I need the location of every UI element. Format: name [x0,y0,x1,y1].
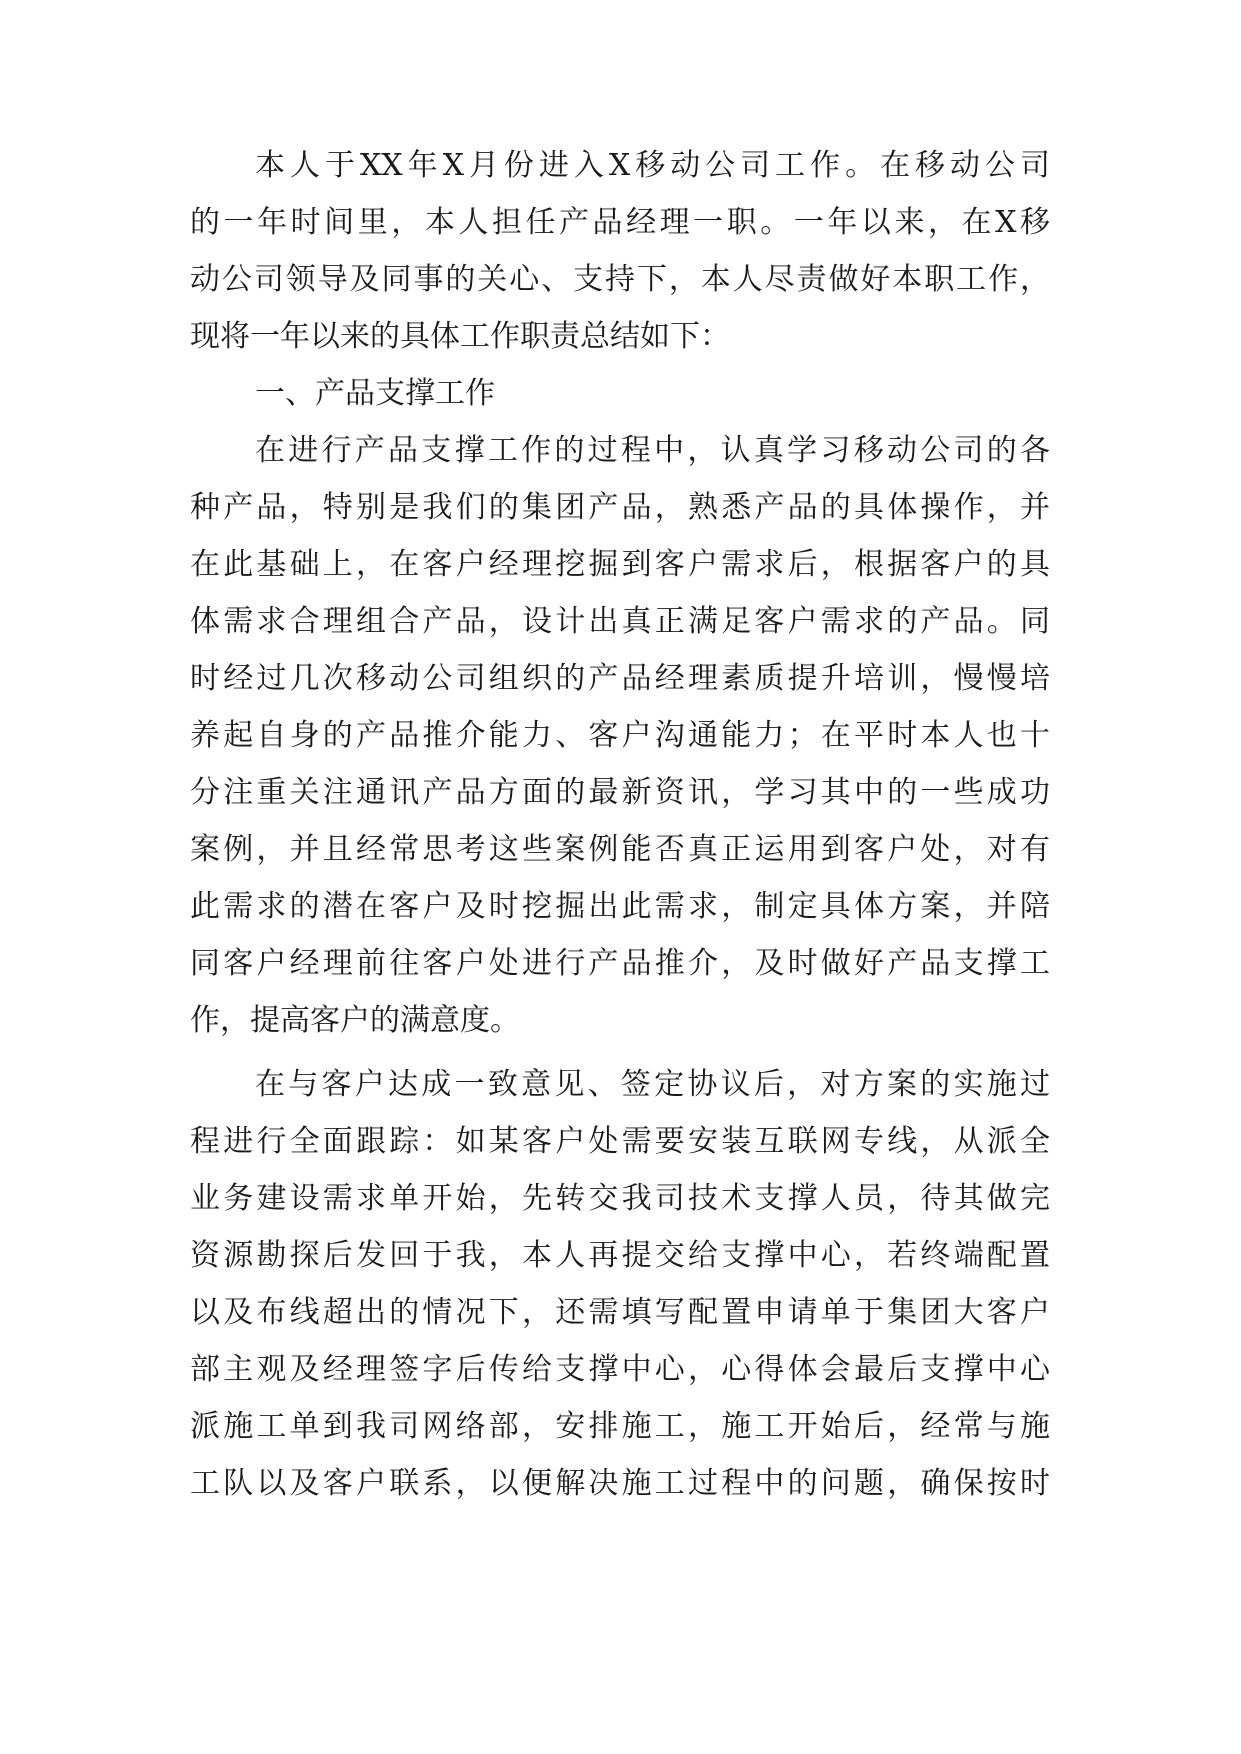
paragraph-1-line-4: 现将一年以来的具体工作职责总结如下： [190,319,730,354]
paragraph-2-line-6: 养起自身的产品推介能力、客户沟通能力；在平时本人也十 [190,718,1050,753]
paragraph-3-line-1: 在与客户达成一致意见、签定协议后，对方案的实施过 [255,1067,1050,1102]
paragraph-2-line-2: 种产品，特别是我们的集团产品，熟悉产品的具体操作，并 [190,490,1050,525]
paragraph-2-line-10: 同客户经理前往客户处进行产品推介，及时做好产品支撑工 [190,946,1050,981]
paragraph-2-line-11: 作，提高客户的满意度。 [190,1003,520,1038]
paragraph-3-line-2: 程进行全面跟踪：如某客户处需要安装互联网专线，从派全 [190,1124,1050,1159]
paragraph-3-line-7: 派施工单到我司网络部，安排施工，施工开始后，经常与施 [190,1409,1050,1444]
paragraph-2-line-4: 体需求合理组合产品，设计出真正满足客户需求的产品。同 [190,604,1050,639]
section-heading-1: 一、产品支撑工作 [255,376,495,411]
paragraph-2-line-9: 此需求的潜在客户及时挖掘出此需求，制定具体方案，并陪 [190,889,1050,924]
paragraph-3-line-6: 部主观及经理签字后传给支撑中心，心得体会最后支撑中心 [190,1352,1050,1387]
paragraph-2-line-8: 案例，并且经常思考这些案例能否真正运用到客户处，对有 [190,832,1050,867]
paragraph-3-line-3: 业务建设需求单开始，先转交我司技术支撑人员，待其做完 [190,1181,1050,1216]
paragraph-1-line-3: 动公司领导及同事的关心、支持下，本人尽责做好本职工作， [190,262,1050,297]
paragraph-2-line-3: 在此基础上，在客户经理挖掘到客户需求后，根据客户的具 [190,547,1050,582]
paragraph-1-line-2: 的一年时间里，本人担任产品经理一职。一年以来，在X移 [190,205,1050,240]
paragraph-3-line-8: 工队以及客户联系，以便解决施工过程中的问题，确保按时 [190,1466,1050,1501]
paragraph-2-line-5: 时经过几次移动公司组织的产品经理素质提升培训，慢慢培 [190,661,1050,696]
paragraph-1-line-1: 本人于XX年X月份进入X移动公司工作。在移动公司 [255,148,1050,183]
paragraph-3-line-4: 资源勘探后发回于我，本人再提交给支撑中心，若终端配置 [190,1238,1050,1273]
paragraph-2-line-1: 在进行产品支撑工作的过程中，认真学习移动公司的各 [255,433,1050,468]
paragraph-2-line-7: 分注重关注通讯产品方面的最新资讯，学习其中的一些成功 [190,775,1050,810]
paragraph-3-line-5: 以及布线超出的情况下，还需填写配置申请单于集团大客户 [190,1295,1050,1330]
